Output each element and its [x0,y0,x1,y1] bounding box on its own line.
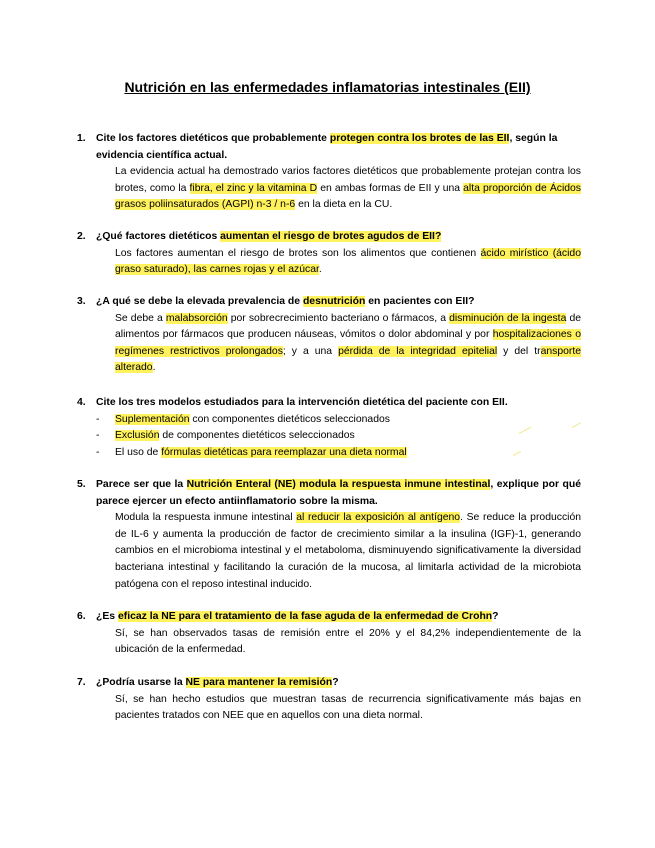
text-run: en pacientes con EII? [365,296,475,307]
question-text [96,675,581,692]
question-item [77,477,582,593]
highlighted-text: protegen contra los brotes de las EII [329,133,510,144]
text-run: de componentes dietéticos seleccionados [159,430,355,442]
text-run: ; y a una [282,345,339,357]
question-text [96,131,581,164]
text-run: ¿Es [96,611,118,622]
highlighted-text: Exclusión [115,430,160,442]
bullet-dash: - [96,446,100,458]
answer-text [96,311,581,377]
highlighted-text: al reducir la exposición al antígeno [296,512,461,524]
question-text [96,294,581,311]
text-run: por sobrecrecimiento bacteriano o fármacos, a [227,312,450,324]
question-number: 2. [77,231,86,242]
text-run: , explique por qué parece ejercer un efecto antiinflamatorio sobre la misma. [96,479,581,507]
text-run: ¿Qué factores dietéticos [96,231,221,242]
intervention-model-list [96,412,581,462]
question-item [77,395,581,461]
text-run: Parece ser que la [96,479,187,490]
bullet-dash: - [96,413,100,425]
highlighted-text: aumentan el riesgo de brotes agudos de EII? [220,231,442,242]
text-run: . [152,362,156,374]
question-text [96,477,581,510]
answer-text [96,510,581,593]
text-run: ¿Podría usarse la [96,677,186,688]
question-item [77,229,581,279]
list-item [96,445,581,462]
text-run: ¿A qué se debe la elevada prevalencia de [96,296,303,307]
list-item-text [115,430,355,441]
question-item [77,294,582,377]
text-run: , según la evidencia científica actual. [96,133,558,161]
highlighted-text: NE para mantener la remisión [185,677,333,688]
list-item [96,428,581,445]
list-item-text [115,447,407,458]
question-item [77,609,581,659]
highlighted-text: ansporte alterado [115,345,581,374]
highlighted-text: Nutrición Enteral (NE) modula la respuesta inmune intestinal [186,479,491,490]
question-number: 6. [77,611,86,622]
question-item [77,675,581,725]
text-run: Modula la respuesta inmune intestinal [115,512,297,524]
text-run: Sí, se han observados tasas de remisión entre el 20% y el 84,2% independientemente de la ubicación de la enfermedad. [115,627,581,656]
answer-text [96,692,581,725]
question-text [96,609,581,626]
question-number: 3. [77,296,86,307]
text-run: Los factores aumentan el riesgo de brotes son los alimentos que contienen [115,247,481,259]
text-run: ? [492,611,499,622]
highlighted-text: hospitalizaciones o regímenes restrictivos prolongados [115,329,581,357]
highlighted-text: ácido mirístico (ácido graso saturado), las carnes rojas y el azúcar [115,247,581,276]
question-number: 7. [77,677,86,688]
highlighted-text: desnutrición [302,296,366,307]
text-run: . [318,264,322,276]
highlighted-text: pérdida de la integridad epitelial [338,345,498,357]
question-item [77,131,582,214]
text-run: Cite los tres modelos estudiados para la intervención dietética del paciente con EII. [96,397,508,408]
highlighted-text: eficaz la NE para el tratamiento de la fase aguda de la enfermedad de Crohn [117,611,493,622]
text-run: ? [332,677,339,688]
page-title: Nutrición en las enfermedades inflamatorias intestinales (EII) [124,79,531,95]
highlighted-text: disminución de la ingesta [449,312,567,324]
text-run: y del tr [497,345,541,357]
text-run: de alimentos por fármacos que producen náuseas, vómitos o dolor abdominal y por [115,312,582,341]
text-run: Sí, se han hecho estudios que muestran tasas de recurrencia significativamente más bajas en pacientes tratados con NEE que en aquellos con una dieta normal. [115,693,581,722]
text-run: con componentes dietéticos seleccionados [189,413,390,425]
highlighted-text: malabsorción [165,312,228,324]
question-number: 5. [77,479,86,490]
text-run: Cite los factores dietéticos que probablemente [96,133,330,144]
question-number: 4. [77,397,86,408]
list-item-text [115,414,390,425]
text-run: La evidencia actual ha demostrado varios factores dietéticos que probablemente protejan contra los brotes, como la [115,166,581,194]
bullet-dash: - [96,430,100,442]
answer-text [96,164,581,214]
highlighted-text: alta proporción de Ácidos grasos poliinsaturados (AGPI) n-3 / n-6 [115,182,582,211]
text-run: El uso de [115,446,162,458]
list-item [96,412,581,429]
question-text [96,395,581,412]
text-run: en ambas formas de EII y una [317,182,464,194]
question-number: 1. [77,133,86,144]
answer-text [96,626,581,659]
highlighted-text: fórmulas dietéticas para reemplazar una dieta normal [161,446,407,458]
text-run: . Se reduce la producción de IL-6 y aumenta la producción de factor de crecimiento similar a la insulina (IGF)-1, generando cambios en el microbioma intestinal y el metaboloma, disminuyendo significativamente la diversidad bacteriana intestinal y facilitando la curación de la mucosa, al limitarla actividad de la microbiota patógena con el reposo intestinal inducido. [115,512,582,590]
text-run: en la dieta en la CU. [295,199,393,211]
answer-text [96,246,581,279]
question-text [96,229,581,246]
text-run: Se debe a [115,312,166,324]
highlighted-text: fibra, el zinc y la vitamina D [189,182,318,194]
highlighted-text: Suplementación [115,413,190,425]
